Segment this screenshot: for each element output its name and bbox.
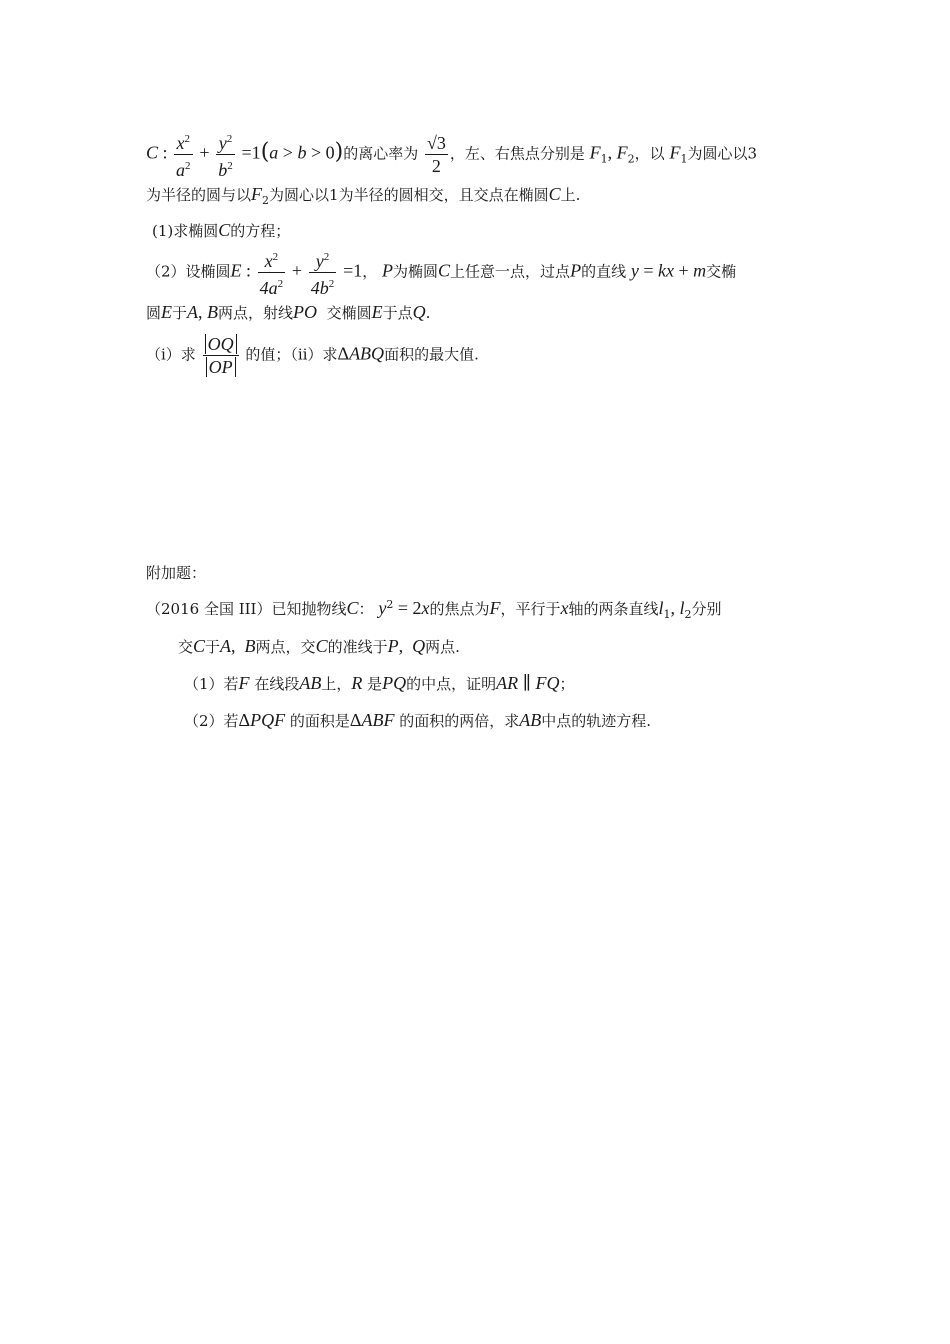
question-3: （ⅰ）求 $\frac{OQ}{OP}$ 的值；（ⅱ）求ΔABQ面积的最大值. xyxy=(146,334,479,377)
text-on: 上. xyxy=(560,186,581,204)
extra-s2-d: 中点的轨迹方程. xyxy=(541,712,652,730)
extra-s1-e: 的中点，证明 xyxy=(406,675,497,693)
fraction-y2-b2: $\frac{y^2}{b^2}$ xyxy=(216,128,235,181)
question-1: (1)求椭圆C的方程； xyxy=(152,220,291,240)
q2-text-a: 为椭圆 xyxy=(393,262,439,281)
extra-focus: 的焦点为 xyxy=(429,600,490,618)
extra-l2-d: 的准线于 xyxy=(327,638,388,656)
q2-l2-b: 于 xyxy=(172,304,188,322)
q2-text-d: 交椭 xyxy=(706,262,737,281)
q3-prefix: （ⅰ）求 xyxy=(146,345,196,364)
q1-suffix: 的方程； xyxy=(230,222,291,240)
question-2-line-1: （2）设椭圆E : $\frac{x^2}{4a^2}$ + $\frac{y^2}{4b^2}$ =1， P为椭圆C上任意一点，过点P的直线 y = kx + m交椭 xyxy=(146,246,736,299)
extra-s2-a: （2）若 xyxy=(184,712,239,730)
extra-s1-c: 上， xyxy=(321,675,352,693)
extra-l2-a: 交 xyxy=(178,638,194,656)
fraction-y2-4b2: $\frac{y^2}{4b^2}$ xyxy=(309,246,337,299)
extra-sub-2: （2）若ΔPQF 的面积是ΔABF 的面积的两倍，求AB中点的轨迹方程. xyxy=(184,710,652,730)
extra-s1-b: 在线段 xyxy=(254,675,300,693)
q2-comma: ， xyxy=(362,262,378,281)
extra-line-1: （2016 全国 III）已知抛物线C： $y^2 = 2x$的焦点为F，平行于x轴的两条直线$l_1$, $l_2$分别 xyxy=(146,598,722,621)
q2-text-b: 上任意一点，过点 xyxy=(450,262,571,281)
fraction-OQ-OP: $\frac{OQ}{OP}$ xyxy=(203,333,239,378)
q3-suffix: 面积的最大值. xyxy=(384,345,479,364)
q2-l2-a: 圆 xyxy=(146,304,162,322)
question-2-line-2: 圆E于A, B两点，射线PO 交椭圆E于点Q. xyxy=(146,302,431,322)
q1-prefix: (1)求椭圆 xyxy=(152,222,219,240)
extra-s1-a: （1）若 xyxy=(184,675,239,693)
extra-sub-1: （1）若F 在线段AB上，R 是PQ的中点，证明AR ∥ FQ； xyxy=(184,673,575,693)
q3-mid: 的值；（ⅱ）求 xyxy=(245,345,338,364)
extra-source: （2016 全国 III）已知抛物线 xyxy=(146,600,347,618)
fraction-sqrt3-2: $\frac{√3}{2}$ xyxy=(426,133,446,176)
extra-colon: ： xyxy=(358,600,374,618)
extra-s2-b: 的面积是 xyxy=(289,712,350,730)
extra-respectively: 分别 xyxy=(691,600,722,618)
extra-parallel: ，平行于 xyxy=(500,600,561,618)
extra-l2-e: 两点. xyxy=(425,638,460,656)
q2-l2-c: 两点，射线 xyxy=(218,304,294,322)
fraction-x2-4a2: $\frac{x^2}{4a^2}$ xyxy=(258,246,286,299)
extra-heading: 附加题： xyxy=(146,564,207,582)
q2-l2-d: 交椭圆 xyxy=(326,304,372,322)
fraction-x2-a2: $\frac{x^2}{a^2}$ xyxy=(174,128,193,181)
extra-s2-c: 的面积的两倍，求 xyxy=(399,712,520,730)
text-center-2: 为圆心以 xyxy=(269,186,330,204)
q2-l2-f: . xyxy=(425,304,431,322)
extra-l2-c: 两点，交 xyxy=(255,638,316,656)
radius-1: 1 xyxy=(329,186,339,204)
q2-text-c: 的直线 xyxy=(581,262,627,281)
text-eccentricity: 的离心率为 xyxy=(343,144,419,163)
problem-line-1: C : $\frac{x^2}{a^2}$ + $\frac{y^2}{b^2}$ =1(a > b > 0)的离心率为 $\frac{√3}{2}$ ，左、右焦点分别是 $F_1$, $F_2$，以 $F_1$为圆心以3 xyxy=(146,128,757,181)
text-radius-circle: 为半径的圆与以 xyxy=(146,186,252,204)
text-center: 为圆心以 xyxy=(687,144,748,163)
extra-l2-b: 于 xyxy=(205,638,221,656)
extra-s1-d: 是 xyxy=(367,675,383,693)
text-with: ，以 xyxy=(634,144,665,163)
extra-line-2: 交C于A, B两点，交C的准线于P, Q两点. xyxy=(178,636,460,656)
extra-s1-f: ； xyxy=(559,675,575,693)
extra-axis: 轴的两条直线 xyxy=(568,600,659,618)
problem-line-2: 为半径的圆与以$F_2$为圆心以1为半径的圆相交，且交点在椭圆C上. xyxy=(146,184,581,207)
q2-prefix: （2）设椭圆 xyxy=(146,262,231,281)
text-foci: ，左、右焦点分别是 xyxy=(449,144,585,163)
text-intersect: 为半径的圆相交，且交点在椭圆 xyxy=(338,186,549,204)
q2-l2-e: 于点 xyxy=(382,304,413,322)
radius-3: 3 xyxy=(747,144,758,163)
